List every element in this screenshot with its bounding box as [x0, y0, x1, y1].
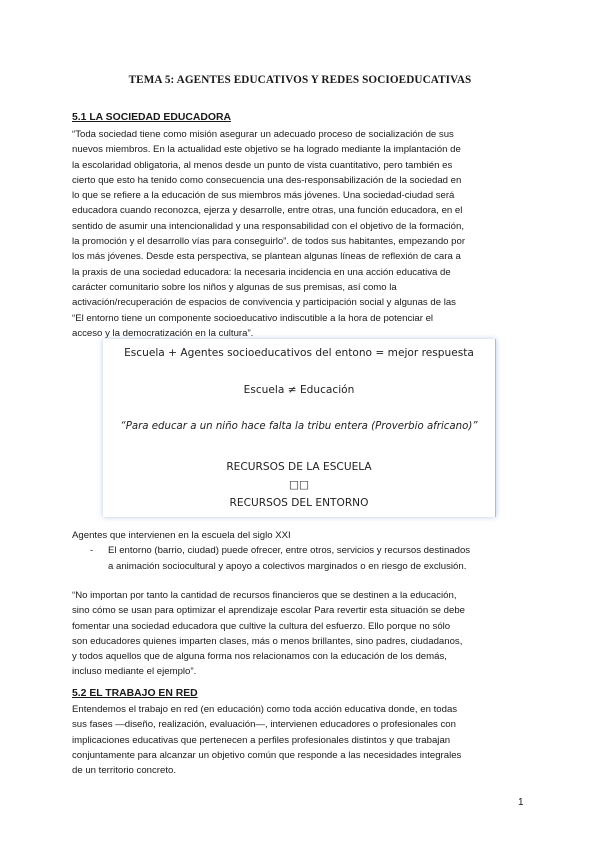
summary-box [103, 339, 496, 517]
text-line: “Toda sociedad tiene como misión asegurar un adecuado proceso de socialización de sus [72, 129, 454, 140]
text-line: sino cómo se usan para optimizar el aprendizaje escolar Para revertir esta situación se debe [72, 605, 466, 617]
text-line: los más jóvenes. Desde esta perspectiva, se plantean algunas líneas de reflexión de cara a [72, 251, 461, 263]
section1-paragraph [72, 127, 532, 341]
text-line: cierto que esto ha tenido como consecuencia una des-responsabilización de la sociedad en [72, 174, 462, 186]
box-line-escuela-educacion: Escuela ≠ Educación [243, 384, 355, 396]
page-number: 1 [518, 797, 524, 808]
section2-paragraph [72, 702, 532, 778]
text-line: carácter comunitario sobre los niños y algunas de sus premisas, así como la [72, 281, 397, 293]
text-line: a animación sociocultural y apoyo a colectivos marginados o en riesgo de exclusión. [108, 560, 467, 572]
text-line: la escolaridad obligatoria, al menos desde un punto de vista cuantitativo, pero también es [72, 159, 453, 171]
text-line: acceso y la democratización en la cultura”. [72, 327, 254, 339]
text-line: activación/recuperación de espacios de convivencia y participación social y algunas de las [72, 297, 456, 309]
bullet-dash: - [90, 545, 94, 557]
text-line: sentido de asumir una intencionalidad y una responsabilidad con el objetivo de la formación, [72, 220, 464, 232]
box-line-symbol: □□ [288, 479, 310, 491]
text-line: conjuntamente para alcanzar un objetivo común que responde a las necesidades integrales [72, 749, 462, 761]
text-line: lo que se refiere a la educación de sus miembros más jóvenes. Una sociedad-ciudad será [72, 190, 455, 202]
text-line: nuevos miembros. En la actualidad este objetivo se ha logrado mediante la implantación de [72, 144, 461, 156]
list-item [72, 543, 542, 574]
section-heading-trabajo-en-red: 5.2 EL TRABAJO EN RED [72, 688, 198, 699]
document-title: TEMA 5: AGENTES EDUCATIVOS Y REDES SOCIOEDUCATIVAS [128, 74, 472, 86]
text-line: El entorno (barrio, ciudad) puede ofrecer, entre otros, servicios y recursos destinados [108, 545, 471, 557]
text-line: Entendemos el trabajo en red (en educación) como toda acción educativa donde, en todas [72, 704, 458, 715]
agents-list [72, 528, 542, 574]
quote-paragraph [72, 588, 532, 680]
text-line: sus fases —diseño, realización, evaluación—, intervienen educadores o profesionales con [72, 719, 456, 731]
box-line-recursos-escuela: RECURSOS DE LA ESCUELA [226, 461, 372, 473]
text-line: la praxis de una sociedad educadora: la necesaria incidencia en una acción educativa de [72, 266, 451, 278]
box-line-formula: Escuela + Agentes socioeducativos del entono = mejor respuesta [124, 347, 474, 359]
text-line: incluso mediante el ejemplo”. [72, 666, 197, 678]
text-line: de un territorio concreto. [72, 765, 176, 777]
box-line-recursos-entorno: RECURSOS DEL ENTORNO [229, 497, 369, 509]
section-heading-sociedad-educadora: 5.1 LA SOCIEDAD EDUCADORA [72, 112, 231, 123]
text-line: la promoción y el desarrollo vías para conseguirlo”. de todos sus habitantes, empezando por [72, 236, 466, 248]
box-line-proverb: “Para educar a un niño hace falta la tribu entera (Proverbio africano)” [120, 421, 478, 432]
agents-lead: Agentes que intervienen en la escuela del siglo XXI [72, 530, 291, 541]
text-line: fomentar una sociedad educadora que cultive la cultura del esfuerzo. Ello porque no sólo [72, 620, 451, 632]
text-line: “El entorno tiene un componente socioeducativo indiscutible a la hora de potenciar el [72, 312, 434, 324]
text-line: implicaciones educativas que pertenecen a perfiles profesionales distintos y que trabajan [72, 734, 451, 746]
text-line: “No importan por tanto la cantidad de recursos financieros que se destinen a la educación, [72, 590, 457, 601]
text-line: son educadores quienes imparten clases, más o menos brillantes, sino padres, ciudadanos, [72, 635, 463, 647]
text-line: educadora cuando reconozca, ejerza y desarrolle, entre otras, una función educadora, en el [72, 205, 463, 217]
text-line: y todos aquellos que de alguna forma nos relacionamos con la educación de los demás, [72, 651, 447, 663]
